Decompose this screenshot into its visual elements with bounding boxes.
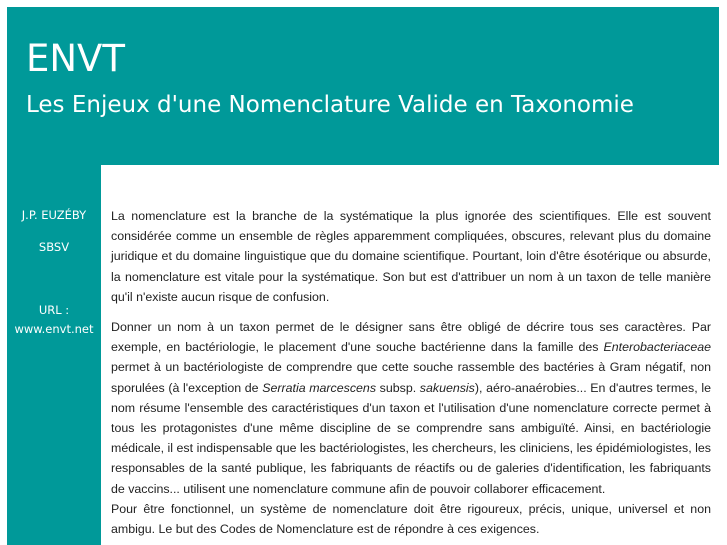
site-subtitle: Les Enjeux d'une Nomenclature Valide en Taxonomie (26, 92, 634, 118)
url-label: URL : (38, 303, 70, 317)
paragraph-requirements: Pour être fonctionnel, un système de nomenclature doit être rigoureux, précis, unique, universel et non ambigu. Le but des Codes de Nomenclature est de répondre à ces exigences. (111, 501, 711, 537)
site-title: ENVT (26, 37, 125, 80)
url-link[interactable]: www.envt.net (14, 322, 94, 336)
main-content (111, 206, 711, 539)
text-segment: permet à un bactériologiste de comprendre que cette souche rassemble des bactéries à Gram négatif, non sporulées (à l'exception de (111, 360, 711, 395)
taxon-name: Enterobacteriaceae (603, 340, 711, 355)
page-header (7, 7, 719, 165)
text-segment: subsp. (376, 380, 420, 395)
text-segment: ), aéro-anaérobies... En d'autres termes, le nom résume l'ensemble des caractéristiques d'un taxon et l'utilisation d'une nomenclature correcte permet à tous les protagonistes d'une même discipline de se comprendre sans ambiguïté. Ainsi, en bactériologie médicale, il est indispensable que les bactériologistes, les chercheurs, les cliniciens, les épidémiologistes, les responsables de la santé publique, les fabriquants de réactifs ou de galeries d'identification, les fabriquants de vaccins... utilisent une nomenclature commune afin de pouvoir collaborer efficacement. (111, 380, 711, 496)
paragraph-naming (111, 317, 711, 499)
paragraph-intro: La nomenclature est la branche de la systématique la plus ignorée des scientifiques. Elle est souvent considérée comme un ensemble de règles apparemment compliquées, obscures, relevant plus du domaine juridique et du domaine linguistique que du domaine scientifique. Pourtant, loin d'être ésotérique ou absurde, la nomenclature est vitale pour la systématique. Son but est d'attribuer un nom à un taxon de telle manière qu'il n'existe aucun risque de confusion. (111, 209, 711, 304)
organization: SBSV (38, 240, 70, 254)
sidebar (7, 165, 101, 545)
text-segment: Donner un nom à un taxon permet de le désigner sans être obligé de décrire tous ses caractères. Par exemple, en bactériologie, le placement d'une souche bactérienne dans la famille des (111, 320, 711, 355)
taxon-name: Serratia marcescens (262, 380, 377, 395)
taxon-name: sakuensis (419, 380, 475, 395)
author-name: J.P. EUZÉBY (21, 208, 87, 222)
